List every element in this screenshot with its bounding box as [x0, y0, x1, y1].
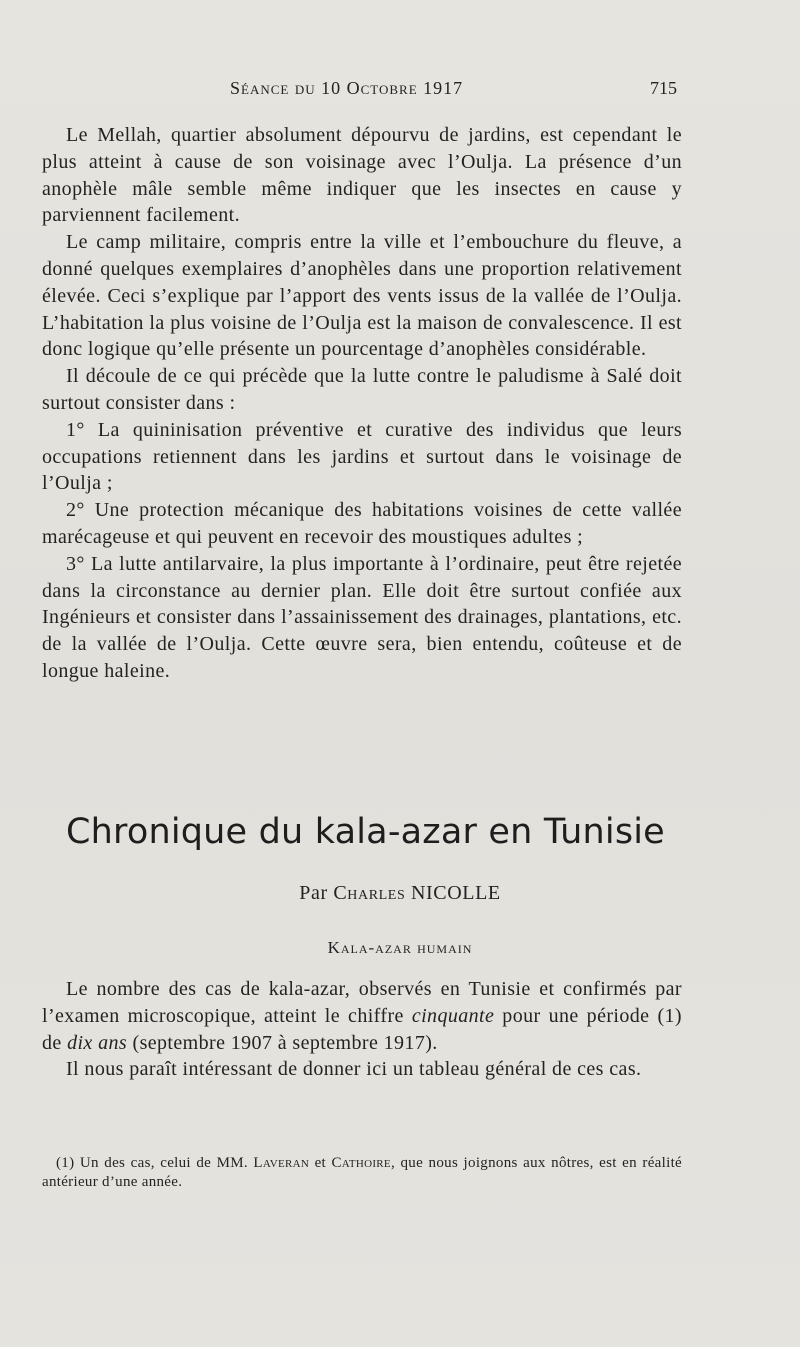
paragraph-conclusion: Il découle de ce qui précède que la lutte contre le paludisme à Salé doit surtout consister dans : [42, 365, 682, 414]
cases-count-italic: cinquante [411, 1004, 495, 1027]
footnote-a: (1) Un des cas, celui de MM. [56, 1155, 254, 1171]
page-number: 715 [650, 78, 677, 98]
paragraph-camp-militaire: Le camp militaire, compris entre la ville et l’embouchure du fleuve, a donné quelques exemplaires d’anophèles dans une proportion relativement élevée. Ceci s’explique par l’apport des vents issus de la vallée de l’Oulja. L’habitation la plus voisine de l’Oulja est la maison de convalescence. Il est donc logique qu’elle présente un pourcentage d’anophèles considérable. [42, 231, 682, 361]
byline [0, 882, 800, 905]
paragraph-table-intro: Il nous paraît intéressant de donner ici un tableau général de ces cas. [66, 1058, 642, 1081]
chronicle-title: Chronique du kala-azar en Tunisie [66, 812, 665, 852]
body-text [42, 122, 682, 685]
footnote-name-laveran: Laveran [253, 1155, 310, 1171]
cases-text-b: pour une période (1) de [42, 1004, 682, 1054]
chronicle-body [42, 976, 682, 1083]
paragraph-cases-count [42, 976, 682, 1056]
byline-first-name: Charles [333, 882, 406, 904]
running-head [0, 78, 800, 102]
cases-text-c: (septembre 1907 à septembre 1917). [127, 1031, 438, 1054]
paragraph-mellah: Le Mellah, quartier absolument dépourvu de jardins, est cependant le plus atteint à cause de son voisinage avec l’Oulja. La présence d’un anophèle mâle semble même indiquer que les insectes en cause y parviennent facilement. [42, 124, 682, 227]
footnote [42, 1154, 682, 1192]
byline-prefix: Par [299, 882, 334, 904]
paragraph-point-1: 1° La quininisation préventive et curative des individus que leurs occupations retiennent dans les jardins et surtout dans le voisinage de l’Oulja ; [42, 418, 682, 495]
period-italic: dix ans [67, 1031, 128, 1054]
section-title: Kala-azar humain [327, 938, 473, 957]
running-title: Séance du 10 Octobre 1917 [230, 78, 464, 98]
footnote-name-cathoire: Cathoire [331, 1155, 391, 1171]
cases-text-a: Le nombre des cas de kala-azar, observés en Tunisie et confirmés par l’examen microscopique, atteint le chiffre [42, 978, 682, 1027]
footnote-c: , que nous joignons aux nôtres, est en réalité antérieur d’une année. [42, 1155, 682, 1190]
paragraph-point-3: 3° La lutte antilarvaire, la plus importante à l’ordinaire, peut être rejetée dans la circonstance au dernier plan. Elle doit être surtout confiée aux Ingénieurs et consister dans l’assainissement des drainages, plantations, etc. de la vallée de l’Oulja. Cette œuvre sera, bien entendu, coûteuse et de longue haleine. [42, 552, 682, 682]
footnote-text [42, 1154, 682, 1192]
footnote-b: et [309, 1155, 332, 1171]
paragraph-point-2: 2° Une protection mécanique des habitations voisines de cette vallée marécageuse et qui peuvent en recevoir des moustiques adultes ; [42, 499, 682, 548]
byline-last-name: NICOLLE [405, 882, 501, 904]
